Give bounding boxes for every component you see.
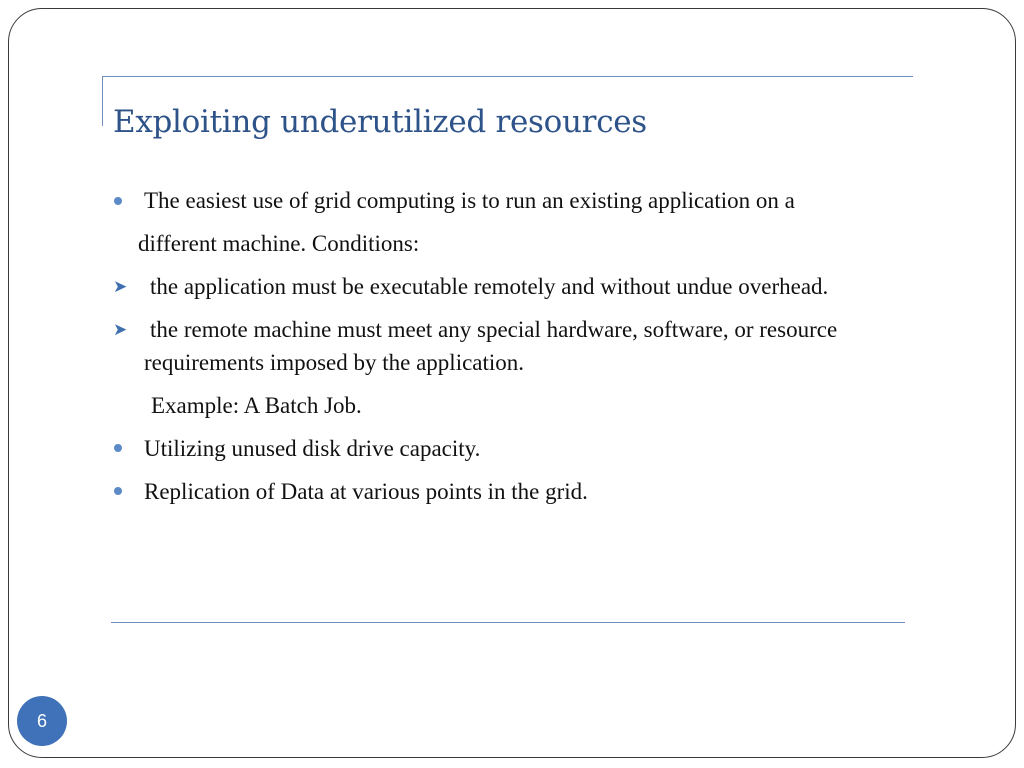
- bullet-text: Replication of Data at various points in the grid.: [144, 479, 588, 504]
- sub-bullet-continuation: requirements imposed by the application.: [144, 350, 525, 375]
- round-bullet-icon: [114, 197, 122, 205]
- round-bullet-icon: [114, 487, 122, 495]
- sub-bullet-text: the remote machine must meet any special hardware, software, or resource: [150, 317, 838, 342]
- slide-title: Exploiting underutilized resources: [113, 104, 647, 140]
- title-top-rule: [102, 76, 913, 77]
- footer-rule: [111, 622, 905, 623]
- page-number-badge: 6: [17, 696, 67, 746]
- bullet-text: Utilizing unused disk drive capacity.: [144, 436, 481, 461]
- bullet-text: The easiest use of grid computing is to run an existing application on a: [144, 188, 795, 213]
- bullet-continuation: different machine. Conditions:: [138, 231, 420, 256]
- example-text: Example: A Batch Job.: [151, 393, 362, 418]
- title-left-rule: [102, 76, 103, 126]
- round-bullet-icon: [114, 444, 122, 452]
- arrowhead-bullet-icon: ➤: [113, 277, 128, 297]
- sub-bullet-text: the application must be executable remotely and without undue overhead.: [150, 274, 829, 299]
- arrowhead-bullet-icon: ➤: [113, 320, 128, 340]
